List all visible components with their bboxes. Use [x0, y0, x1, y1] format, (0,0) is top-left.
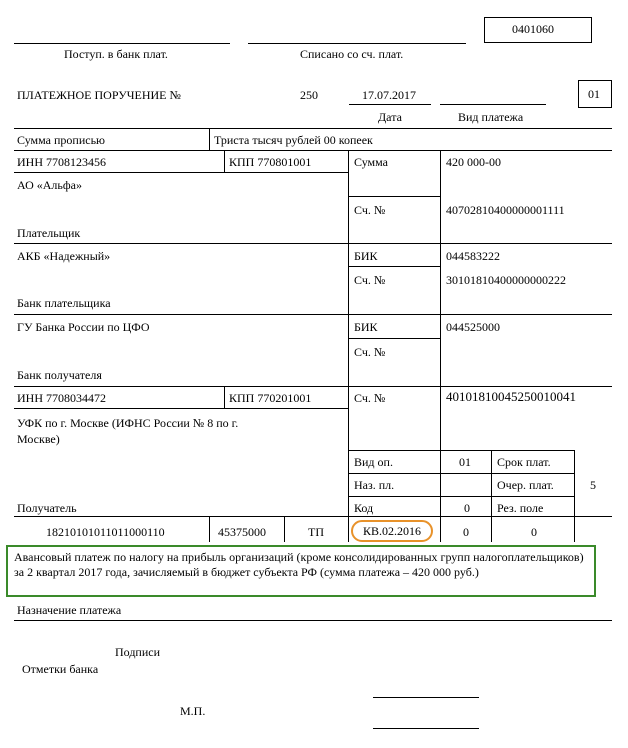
tax-div-6	[574, 516, 575, 542]
purpose-bottom-line	[14, 620, 612, 621]
stamp-label: М.П.	[180, 704, 206, 718]
col-divider-left	[348, 150, 349, 516]
tax-div-3	[348, 516, 349, 542]
payer-bank-bik-label: БИК	[354, 249, 378, 263]
payer-inn-bottom	[14, 172, 348, 173]
payer-kpp: КПП 770801001	[229, 155, 312, 169]
payer-inn-divider	[224, 150, 225, 172]
bank-receipt-label: Поступ. в банк плат.	[64, 47, 168, 61]
payer-account-label: Сч. №	[354, 203, 386, 217]
signature-line-2	[373, 728, 479, 729]
amount-words-value: Триста тысяч рублей 00 копеек	[214, 133, 373, 147]
status-code: 01	[588, 87, 600, 101]
amount-words-bottom	[14, 150, 612, 151]
date-line	[349, 104, 431, 105]
payer-account-value: 40702810400000001111	[446, 203, 565, 217]
reserve-label: Рез. поле	[497, 501, 544, 515]
payer-bank-bottom	[14, 314, 612, 315]
table-top-line	[14, 128, 612, 129]
operation-row2	[348, 473, 574, 474]
recipient-kpp: КПП 770201001	[229, 391, 312, 405]
recipient-bank-bik-value: 044525000	[446, 320, 500, 334]
bank-receipt-line	[14, 43, 230, 44]
op-type-value: 01	[459, 455, 471, 469]
tax-div-1	[209, 516, 210, 542]
payer-bank-account-value: 30101810400000000222	[446, 273, 566, 287]
recipient-bank-bik-bottom	[348, 338, 440, 339]
payer-sum-label: Сумма	[354, 155, 388, 169]
amount-words-divider	[209, 128, 210, 150]
order-title: ПЛАТЕЖНОЕ ПОРУЧЕНИЕ №	[17, 88, 181, 102]
tax-row-top	[14, 516, 612, 517]
recipient-bank-account-label: Сч. №	[354, 345, 386, 359]
signature-line	[373, 697, 479, 698]
recipient-account-value: 40101810045250010041	[446, 389, 576, 404]
payment-purpose-text: Авансовый платеж по налогу на прибыль организаций (кроме консолидированных групп налогоплательщиков) за 2 квартал 2017 года, зачисляемый в бюджет субъекта РФ (сумма платежа – 420 000 руб.)	[6, 545, 596, 597]
signatures-label: Подписи	[115, 645, 161, 659]
payer-bank-bik-bottom	[348, 266, 440, 267]
recipient-account-label: Сч. №	[354, 391, 386, 405]
term-label: Срок плат.	[497, 455, 551, 469]
recipient-bank-bottom	[14, 386, 612, 387]
payer-sum-bottom	[348, 196, 440, 197]
recipient-inn-divider	[224, 386, 225, 408]
form-code: 0401060	[512, 22, 554, 36]
payer-bank-account-label: Сч. №	[354, 273, 386, 287]
operation-row3	[348, 496, 574, 497]
debited-line	[248, 43, 466, 44]
payer-label: Плательщик	[17, 226, 81, 240]
payer-name: АО «Альфа»	[17, 178, 82, 192]
period-highlight: КВ.02.2016	[351, 520, 433, 542]
payer-bank-name: АКБ «Надежный»	[17, 249, 111, 263]
tax-div-5	[491, 516, 492, 542]
basis-value: ТП	[308, 525, 324, 539]
doc-number-value: 0	[463, 525, 469, 539]
code-label: Код	[354, 501, 374, 515]
recipient-bank-name: ГУ Банка России по ЦФО	[17, 320, 150, 334]
recipient-label: Получатель	[17, 501, 77, 515]
operation-right-border	[574, 450, 575, 516]
purpose-label: Назначение платежа	[17, 603, 122, 617]
recipient-bank-label: Банк получателя	[17, 368, 102, 382]
payer-inn: ИНН 7708123456	[17, 155, 106, 169]
payer-bank-bik-value: 044583222	[446, 249, 500, 263]
recipient-bank-bik-label: БИК	[354, 320, 378, 334]
amount-words-label: Сумма прописью	[17, 133, 106, 147]
payer-bank-label: Банк плательщика	[17, 296, 111, 310]
debited-label: Списано со сч. плат.	[300, 47, 404, 61]
oktmo-value: 45375000	[218, 525, 266, 539]
col-divider-right	[440, 150, 441, 516]
operation-divider	[491, 450, 492, 516]
tax-div-2	[284, 516, 285, 542]
code-value: 0	[464, 501, 470, 515]
operation-top	[348, 450, 574, 451]
order-number: 250	[300, 88, 318, 102]
queue-value: 5	[590, 478, 596, 492]
recipient-inn: ИНН 7708034472	[17, 391, 106, 405]
op-type-label: Вид оп.	[354, 455, 393, 469]
order-date: 17.07.2017	[362, 88, 416, 102]
recipient-inn-bottom	[14, 408, 348, 409]
tax-div-4	[440, 516, 441, 542]
queue-label: Очер. плат.	[497, 478, 554, 492]
payer-sum-value: 420 000-00	[446, 155, 501, 169]
payment-type-label: Вид платежа	[458, 110, 524, 124]
bank-marks-label: Отметки банка	[22, 662, 99, 676]
payment-type-line	[440, 104, 546, 105]
kbk-value: 18210101011011000110	[46, 525, 165, 539]
purpose-code-label: Наз. пл.	[354, 478, 395, 492]
date-label: Дата	[378, 110, 402, 124]
recipient-name: УФК по г. Москве (ИФНС России № 8 по г. Москве)	[17, 416, 239, 446]
doc-date-value: 0	[531, 525, 537, 539]
payer-bottom	[14, 243, 612, 244]
